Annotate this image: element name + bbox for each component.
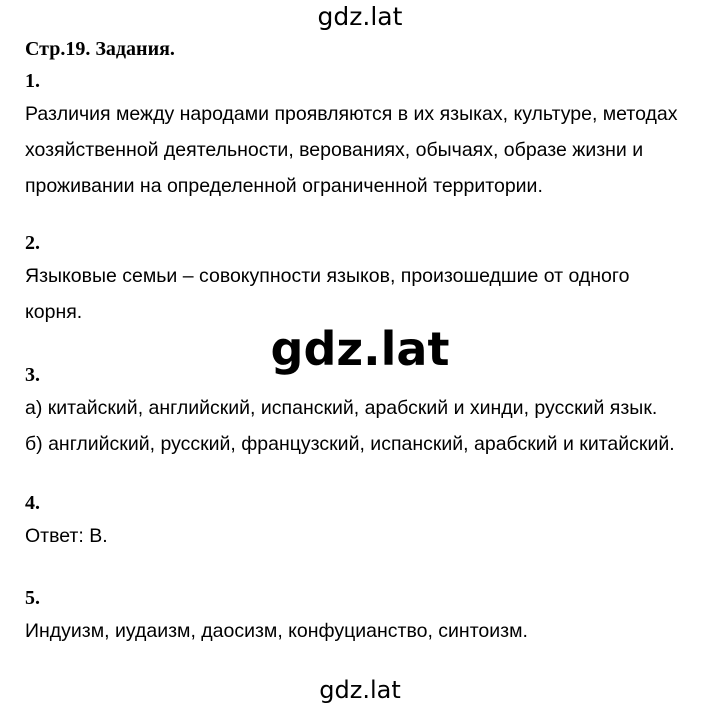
watermark-bottom: gdz.lat (319, 676, 401, 704)
answer-line: Различия между народами проявляются в их языках, культуре, методах (25, 103, 678, 125)
task-answer (25, 613, 705, 649)
answer-line: Ответ: В. (25, 525, 108, 547)
task-4 (25, 490, 705, 554)
task-number: 4. (25, 492, 40, 514)
task-5 (25, 585, 705, 649)
answer-line: корня. (25, 301, 83, 323)
task-number: 3. (25, 364, 40, 386)
watermark-middle: gdz.lat (270, 322, 450, 376)
answer-line: хозяйственной деятельности, верованиях, обычаях, образе жизни и (25, 139, 644, 161)
task-1 (25, 68, 705, 204)
answer-line: Языковые семьи – совокупности языков, произошедшие от одного (25, 265, 630, 287)
task-2 (25, 230, 705, 330)
answer-line: проживании на определенной ограниченной территории. (25, 175, 543, 197)
task-answer (25, 258, 705, 330)
task-answer (25, 390, 705, 462)
answer-line: а) китайский, английский, испанский, арабский и хинди, русский язык. (25, 397, 658, 419)
task-answer (25, 518, 705, 554)
page-heading: Стр.19. Задания. (25, 38, 175, 60)
task-number: 5. (25, 587, 40, 609)
task-3 (25, 362, 705, 462)
answer-line: б) английский, русский, французский, испанский, арабский и китайский. (25, 433, 675, 455)
watermark-top: gdz.lat (317, 2, 403, 31)
answer-line: Индуизм, иудаизм, даосизм, конфуцианство, синтоизм. (25, 620, 528, 642)
task-number: 2. (25, 232, 40, 254)
task-answer (25, 96, 705, 204)
task-number: 1. (25, 70, 40, 92)
